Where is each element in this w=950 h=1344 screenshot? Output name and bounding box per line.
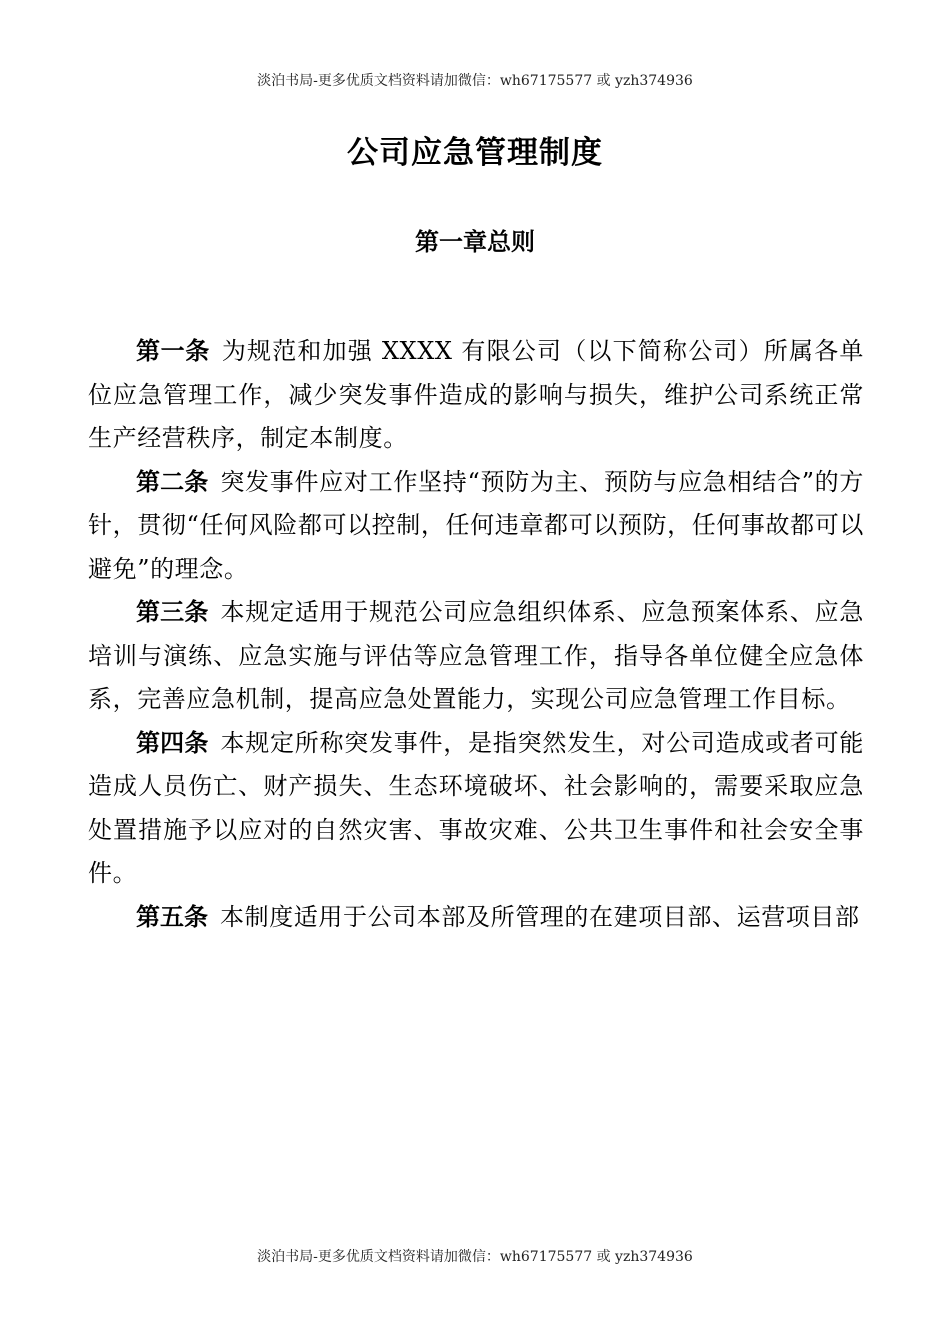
article-label: 第四条 <box>136 728 209 757</box>
article-text: 为规范和加强 XXXX 有限公司（以下简称公司）所属各单位应急管理工作，减少突发事件造成的影响与损失，维护公司系统正常生产经营秩序，制定本制度。 <box>88 337 865 452</box>
article-paragraph <box>88 896 864 940</box>
article-label: 第一条 <box>136 337 210 365</box>
article-paragraph <box>88 330 864 461</box>
page-header-note: 淡泊书局-更多优质文档资料请加微信：wh67175577 或 yzh374936 <box>257 73 693 89</box>
article-label: 第三条 <box>136 598 209 626</box>
page-footer-note: 淡泊书局-更多优质文档资料请加微信：wh67175577 或 yzh374936 <box>257 1249 693 1265</box>
document-body <box>88 330 864 939</box>
article-text: 本制度适用于公司本部及所管理的在建项目部、运营项目部 <box>220 902 860 931</box>
article-paragraph <box>88 722 864 896</box>
document-title: 公司应急管理制度 <box>347 135 603 171</box>
chapter-heading: 第一章总则 <box>415 228 535 256</box>
article-text: 本规定适用于规范公司应急组织体系、应急预案体系、应急培训与演练、应急实施与评估等应急管理工作，指导各单位健全应急体系，完善应急机制，提高应急处置能力，实现公司应急管理工作目标。 <box>88 598 865 713</box>
article-label: 第五条 <box>136 902 208 931</box>
article-label: 第二条 <box>136 467 209 496</box>
article-paragraph <box>88 461 864 592</box>
article-text: 突发事件应对工作坚持“预防为主、预防与应急相结合”的方针，贯彻“任何风险都可以控制，任何违章都可以预防，任何事故都可以避免”的理念。 <box>88 467 864 583</box>
article-text: 本规定所称突发事件，是指突然发生，对公司造成或者可能造成人员伤亡、财产损失、生态环境破坏、社会影响的，需要采取应急处置措施予以应对的自然灾害、事故灾难、公共卫生事件和社会安全事件。 <box>88 728 865 887</box>
article-paragraph <box>88 591 864 722</box>
